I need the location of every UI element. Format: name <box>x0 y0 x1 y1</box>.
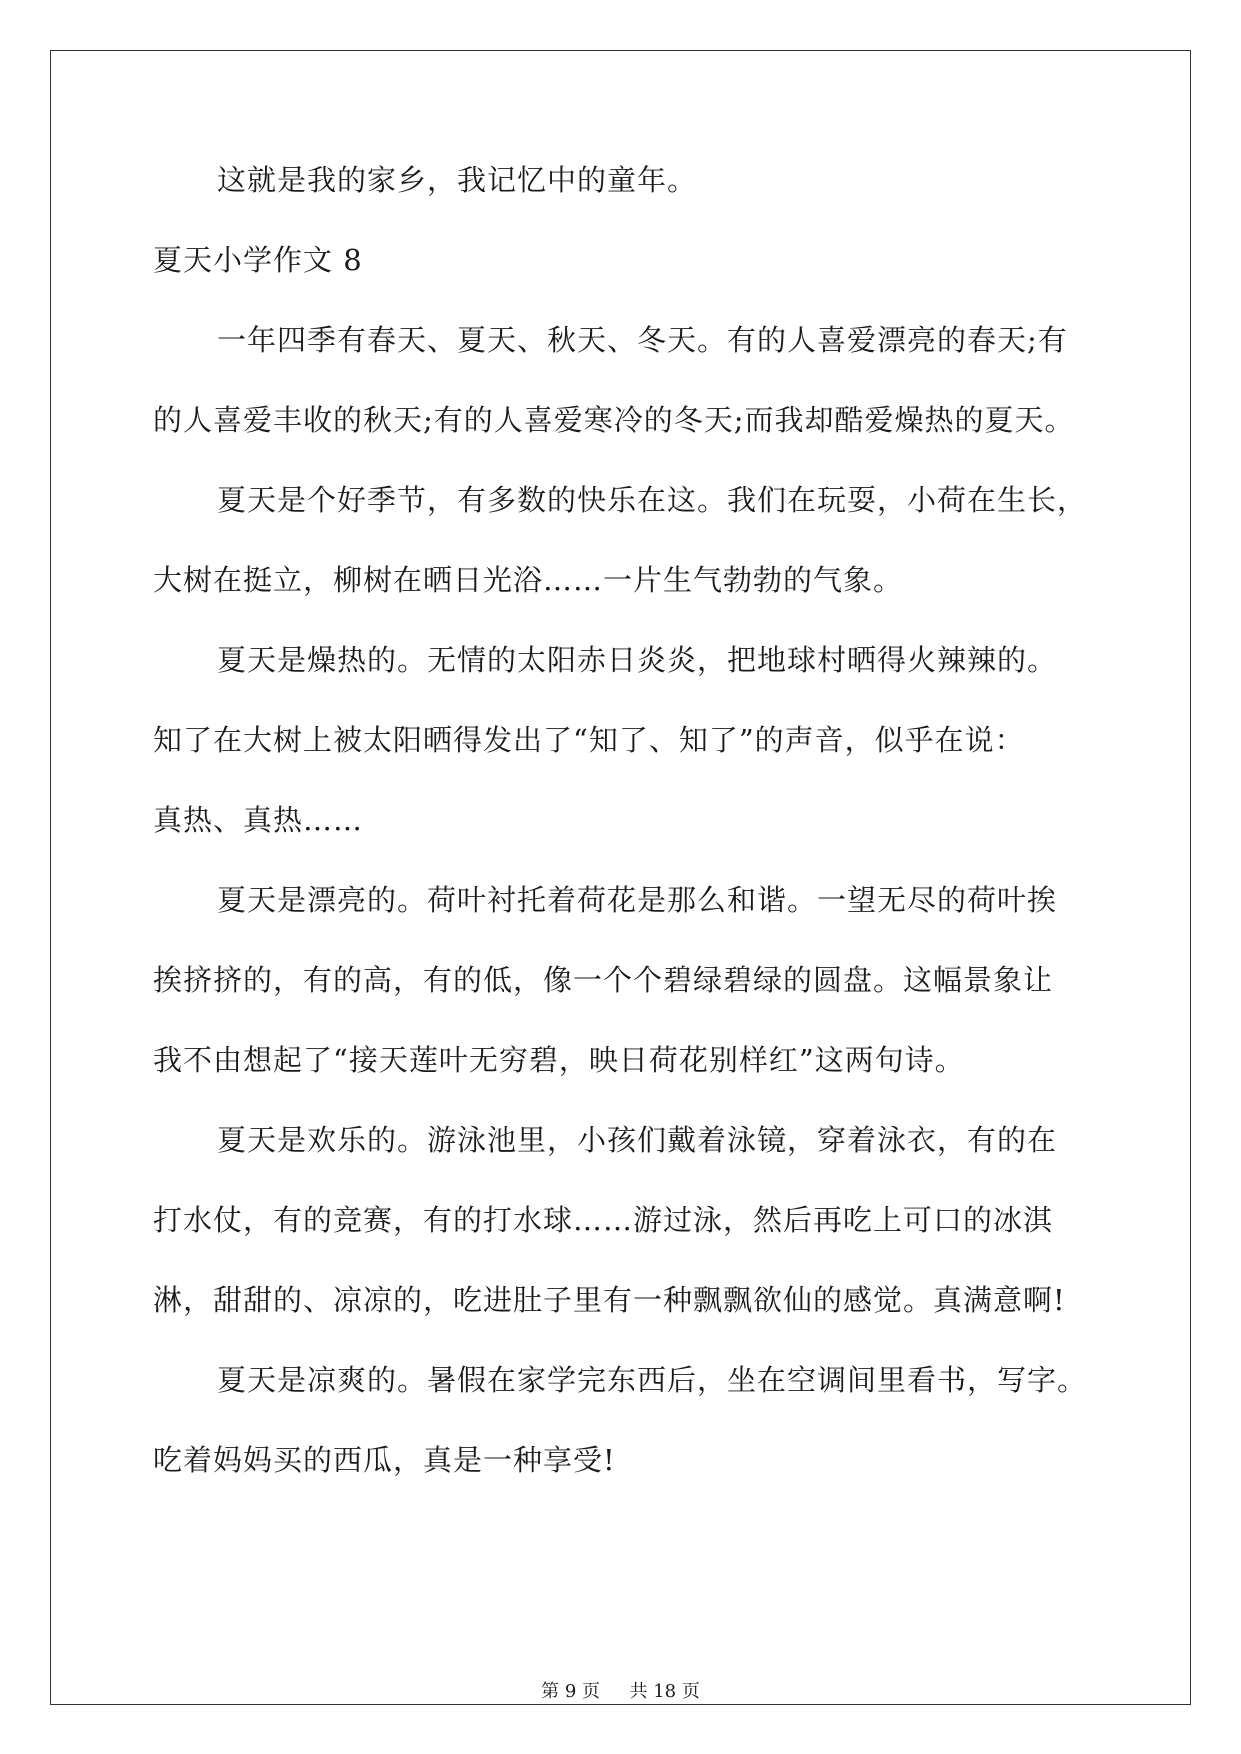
page-total: 共 18 页 <box>629 1681 700 1702</box>
paragraph-line: 夏天是漂亮的。荷叶衬托着荷花是那么和谐。一望无尽的荷叶挨 <box>217 883 1058 917</box>
paragraph-line: 知了在大树上被太阳晒得发出了“知了、知了”的声音，似乎在说： <box>153 723 1025 757</box>
paragraph-line: 夏天是欢乐的。游泳池里，小孩们戴着泳镜，穿着泳衣，有的在 <box>217 1123 1058 1157</box>
paragraph-line: 大树在挺立，柳树在晒日光浴……一片生气勃勃的气象。 <box>153 563 904 597</box>
paragraph-line: 夏天是个好季节，有多数的快乐在这。我们在玩耍，小荷在生长， <box>217 483 1088 517</box>
page-number: 第 9 页 <box>541 1681 601 1702</box>
section-heading: 夏天小学作文 8 <box>153 243 363 277</box>
paragraph-line: 真热、真热…… <box>153 803 364 837</box>
paragraph-line: 这就是我的家乡，我记忆中的童年。 <box>217 163 698 197</box>
paragraph-line: 淋，甜甜的、凉凉的，吃进肚子里有一种飘飘欲仙的感觉。真满意啊! <box>153 1283 1066 1317</box>
paragraph-line: 吃着妈妈买的西瓜，真是一种享受! <box>153 1443 616 1477</box>
paragraph-line: 打水仗，有的竞赛，有的打水球……游过泳，然后再吃上可口的冰淇 <box>153 1203 1054 1237</box>
paragraph-line: 我不由想起了“接天莲叶无穷碧，映日荷花别样红”这两句诗。 <box>153 1043 965 1077</box>
paragraph-line: 一年四季有春天、夏天、秋天、冬天。有的人喜爱漂亮的春天;有 <box>217 323 1068 357</box>
paragraph-line: 夏天是凉爽的。暑假在家学完东西后，坐在空调间里看书，写字。 <box>217 1363 1088 1397</box>
paragraph-line: 挨挤挤的，有的高，有的低，像一个个碧绿碧绿的圆盘。这幅景象让 <box>153 963 1054 997</box>
paragraph-line: 夏天是燥热的。无情的太阳赤日炎炎，把地球村晒得火辣辣的。 <box>217 643 1058 677</box>
paragraph-line: 的人喜爱丰收的秋天;有的人喜爱寒冷的冬天;而我却酷爱燥热的夏天。 <box>153 403 1075 437</box>
page-footer <box>0 1680 1241 1704</box>
